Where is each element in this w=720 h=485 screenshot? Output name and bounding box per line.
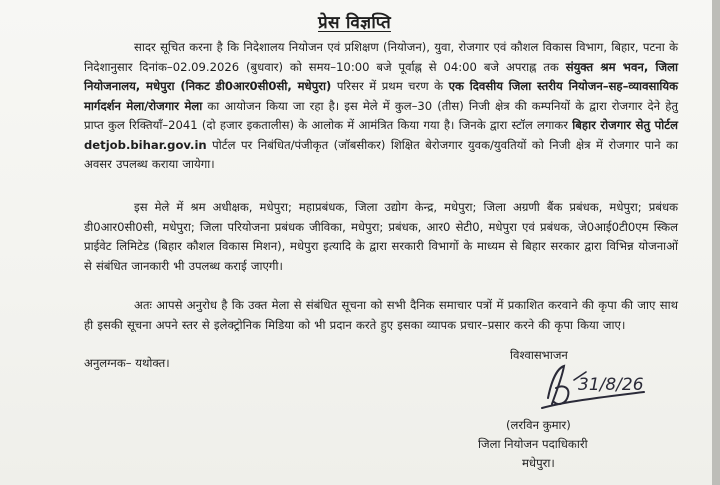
paragraph-3: अतः आपसे अनुरोध है कि उक्त मेला से संबंधित सूचना को सभी दैनिक समाचार पत्रों में प्रकाशित करवाने की कृपा की जाए साथ ही इसकी सूचना अपने स्तर से इलेक्ट्रोनिक मिडिया को भी प्रदान करते हुए इसका व्यापक प्रचार–प्रसार करने की कृपा किया जाए। <box>84 298 679 332</box>
svg-text:31/8/26: 31/8/26 <box>578 375 644 395</box>
signatory-designation: जिला नियोजन पदाधिकारी <box>478 437 588 451</box>
attachment-note: अनुलग्नक– यथोक्त। <box>84 356 170 370</box>
handwritten-signature <box>534 358 654 414</box>
para1-bold-venue: संयुक्त श्रम भवन, जिला नियोजनालय, मधेपुरा (निकट डी0आर0सी0सी, मधेपुरा) <box>84 59 678 93</box>
paragraph-1 <box>84 38 678 175</box>
para1-bold-event: एक दिवसीय जिला स्तरीय नियोजन–सह–व्यावसायिक मार्गदर्शन मेला/रोजगार मेला <box>84 79 678 113</box>
page-title: प्रेस विज्ञप्ति <box>318 13 391 33</box>
para1-text-1: सादर सूचित करना है कि निदेशालय नियोजन एवं प्रशिक्षण (नियोजन), युवा, रोजगार एवं कौशल विकास विभाग, बिहार, पटना के निदेशानुसार दिनांक–02.09.2026 (बुधवार) को समय–10:00 बजे पूर्वाह्न से 04:00 बजे अपराह्न तक <box>84 40 678 74</box>
paragraph-2: इस मेले में श्रम अधीक्षक, मधेपुरा; महाप्रबंधक, जिला उद्योग केन्द्र, मधेपुरा; जिला अग्रणी बैंक प्रबंधक, मधेपुरा; प्रबंधक डी0आर0सी0सी, मधेपुरा; जिला परियोजना प्रबंधक जीविका, मधेपुरा; प्रबंधक, आर0 सेटी0, मधेपुरा एवं प्रबंधक, जे0आई0टी0एम स्किल प्राईवेट लिमिटेड (बिहार कौशल विकास मिशन), मधेपुरा इत्यादि के द्वारा सरकारी विभागों के माध्यम से बिहार सरकार द्वारा विभिन्न योजनाओं से संबंधित जानकारी भी उपलब्ध कराई जाएगी। <box>84 200 678 273</box>
para1-text-2: परिसर में प्रथम चरण के <box>331 79 449 93</box>
background-edge <box>712 0 720 485</box>
signatory-place: मधेपुरा। <box>522 456 555 470</box>
para1-bold-portal: बिहार रोजगार सेतु पोर्टल detjob.bihar.gov.in <box>84 118 678 152</box>
signature-label: विश्वासभाजन <box>510 348 568 362</box>
para1-text-3: का आयोजन किया जा रहा है। इस मेले में कुल–30 (तीस) निजी क्षेत्र की कम्पनियों के द्वारा रोजगार देने हेतु प्राप्त कुल रिक्तियाँ–2041 (दो हजार इकतालीस) के आलोक में आमंत्रित किया गया है। जिनके द्वारा स्टॉल लगाकर <box>84 98 678 132</box>
signatory-name: (लरविन कुमार) <box>506 418 571 432</box>
para1-text-4: पोर्टल पर निबंधित/पंजीकृत (जॉबसीकर) शिक्षित बेरोजगार युवक/युवतियों को निजी क्षेत्र में रोजगार पाने का अवसर उपलब्ध कराया जायेगा। <box>84 137 678 171</box>
